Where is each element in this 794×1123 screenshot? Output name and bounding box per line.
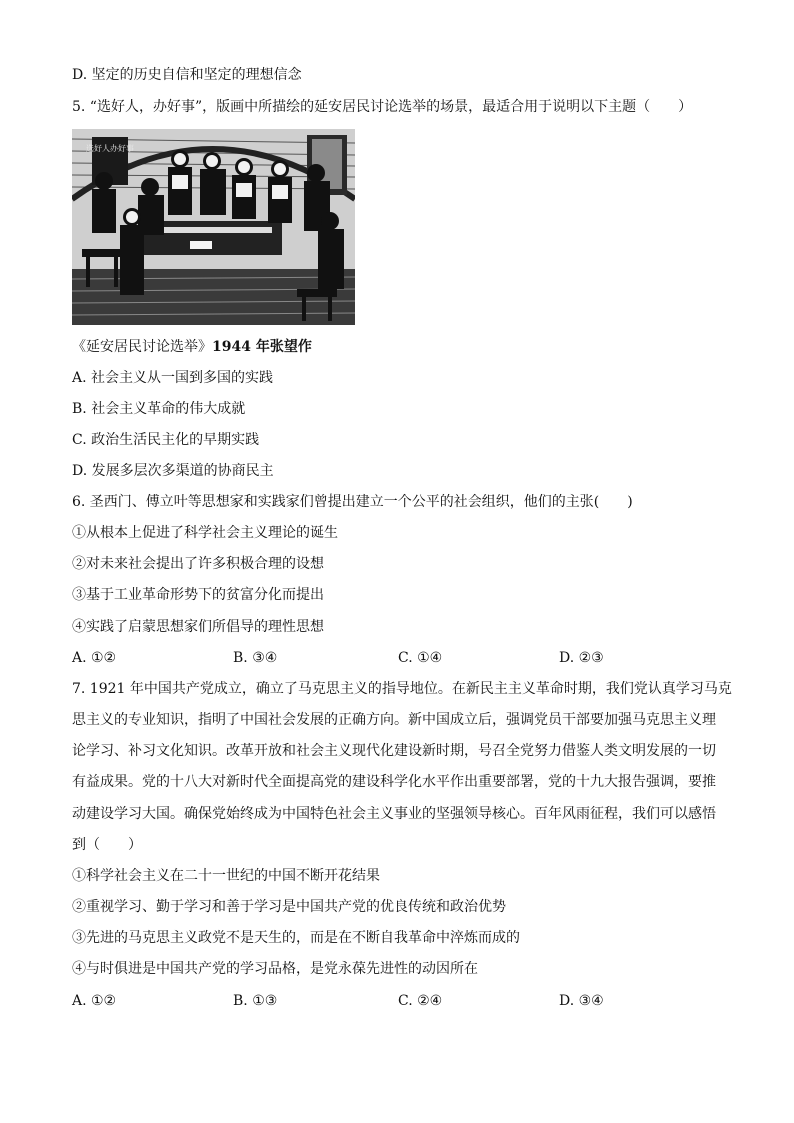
q5-stem: 5. “选好人，办好事”，版画中所描绘的延安居民讨论选举的场景，最适合用于说明以下主题（ ） xyxy=(72,99,693,115)
q5-option-b[interactable]: B. 社会主义革命的伟大成就 xyxy=(72,401,246,417)
svg-text:选好人办好事: 选好人办好事 xyxy=(86,144,134,153)
q7-stem-line-4: 有益成果。党的十八大对新时代全面提高党的建设科学化水平作出重要部署，党的十九大报告强调，要推 xyxy=(72,774,716,790)
q7-option-c[interactable]: C. ②④ xyxy=(398,993,443,1009)
q6-option-c[interactable]: C. ①④ xyxy=(398,650,443,666)
q7-option-d[interactable]: D. ③④ xyxy=(559,993,604,1009)
q6-statement-4: ④实践了启蒙思想家们所倡导的理性思想 xyxy=(72,619,324,635)
q7-stem-line-5: 动建设学习大国。确保党始终成为中国特色社会主义事业的坚强领导核心。百年风雨征程，我们可以感悟 xyxy=(72,806,716,822)
q7-statement-3: ③先进的马克思主义政党不是天生的，而是在不断自我革命中淬炼而成的 xyxy=(72,930,520,946)
q6-stem: 6. 圣西门、傅立叶等思想家和实践家们曾提出建立一个公平的社会组织，他们的主张( ) xyxy=(72,494,633,510)
q6-statement-1: ①从根本上促进了科学社会主义理论的诞生 xyxy=(72,525,338,541)
woodcut-print-image xyxy=(72,129,355,325)
q7-statement-1: ①科学社会主义在二十一世纪的中国不断开花结果 xyxy=(72,868,380,884)
q7-stem-line-1: 7. 1921 年中国共产党成立，确立了马克思主义的指导地位。在新民主主义革命时期，我们党认真学习马克 xyxy=(72,681,732,697)
q6-option-a[interactable]: A. ①② xyxy=(72,650,117,666)
q7-options-row xyxy=(72,992,722,1010)
caption-author: 1944 年张望作 xyxy=(212,339,312,355)
q7-stem-line-2: 思主义的专业知识，指明了中国社会发展的正确方向。新中国成立后，强调党员干部要加强马克思主义理 xyxy=(72,712,716,728)
caption-title: 《延安居民讨论选举》 xyxy=(72,339,212,355)
q7-option-b[interactable]: B. ①③ xyxy=(233,993,278,1009)
q5-option-c[interactable]: C. 政治生活民主化的早期实践 xyxy=(72,432,260,448)
q6-options-row xyxy=(72,649,722,667)
q6-option-d[interactable]: D. ②③ xyxy=(559,650,604,666)
q7-stem-line-3: 论学习、补习文化知识。改革开放和社会主义现代化建设新时期，号召全党努力借鉴人类文明发展的一切 xyxy=(72,743,716,759)
q7-statement-4: ④与时俱进是中国共产党的学习品格，是党永葆先进性的动因所在 xyxy=(72,961,478,977)
q7-stem-line-6: 到（ ） xyxy=(72,837,142,853)
q6-statement-3: ③基于工业革命形势下的贫富分化而提出 xyxy=(72,587,324,603)
banner-text xyxy=(86,143,134,153)
q7-option-a[interactable]: A. ①② xyxy=(72,993,117,1009)
q6-statement-2: ②对未来社会提出了许多积极合理的设想 xyxy=(72,556,324,572)
q5-option-a[interactable]: A. 社会主义从一国到多国的实践 xyxy=(72,370,274,386)
q7-statement-2: ②重视学习、勤于学习和善于学习是中国共产党的优良传统和政治优势 xyxy=(72,899,506,915)
q4-option-d: D. 坚定的历史自信和坚定的理想信念 xyxy=(72,67,302,83)
q5-caption xyxy=(72,338,312,356)
q5-option-d[interactable]: D. 发展多层次多渠道的协商民主 xyxy=(72,463,274,479)
q6-option-b[interactable]: B. ③④ xyxy=(233,650,278,666)
